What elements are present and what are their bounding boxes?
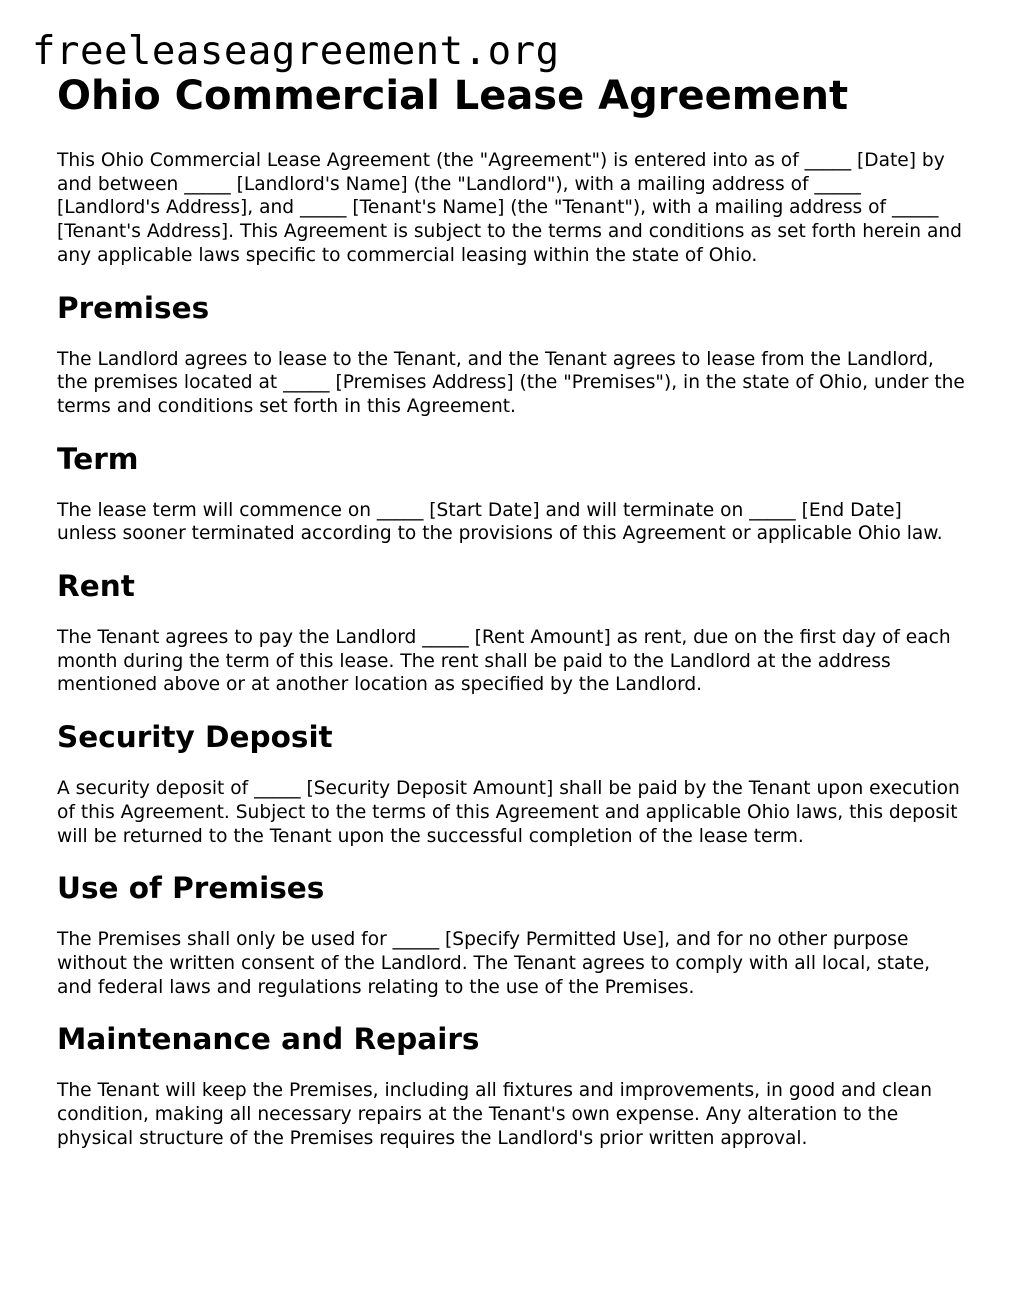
section-body-maintenance: The Tenant will keep the Premises, including all fixtures and improvements, in good and clean condition, making all necessary repairs at the Tenant's own expense. Any alteration to the physical structure of the Premises requires the Landlord's prior written approval. <box>57 1080 932 1149</box>
section-body-security-deposit: A security deposit of _____ [Security Deposit Amount] shall be paid by the Tenant upon execution of this Agreement. Subject to the terms of this Agreement and applicable Ohio laws, this deposit will be returned to the Tenant upon the successful completion of the lease term. <box>57 778 960 847</box>
document-title: Ohio Commercial Lease Agreement <box>57 73 849 119</box>
section-body-use-of-premises: The Premises shall only be used for _____ [Specify Permitted Use], and for no other purpose without the written consent of the Landlord. The Tenant agrees to comply with all local, state, and federal laws and regulations relating to the use of the Premises. <box>57 929 931 998</box>
section-body-rent: The Tenant agrees to pay the Landlord _____ [Rent Amount] as rent, due on the first day of each month during the term of this lease. The rent shall be paid to the Landlord at the address mentioned above or at another location as specified by the Landlord. <box>57 627 951 696</box>
section-body-term: The lease term will commence on _____ [Start Date] and will terminate on _____ [End Date] unless sooner terminated according to the provisions of this Agreement or applicable Ohio law. <box>57 499 943 545</box>
section-heading-term: Term <box>57 441 139 476</box>
intro-paragraph: This Ohio Commercial Lease Agreement (the "Agreement") is entered into as of _____ [Date] by and between _____ [Landlord's Name] (the "Landlord"), with a mailing address of _____ [Landlord's Address], and _____ [Tenant's Name] (the "Tenant"), with a mailing address of _____ [Tenant's Address]. This Agreement is subject to the terms and conditions as set forth herein and any applicable laws specific to commercial leasing within the state of Ohio. <box>57 150 962 266</box>
document-body <box>57 72 967 1150</box>
section-heading-rent: Rent <box>57 569 135 604</box>
section-heading-maintenance: Maintenance and Repairs <box>57 1022 480 1057</box>
section-body-premises: The Landlord agrees to lease to the Tenant, and the Tenant agrees to lease from the Landlord, the premises located at _____ [Premises Address] (the "Premises"), in the state of Ohio, under the terms and conditions set forth in this Agreement. <box>57 348 965 417</box>
section-heading-premises: Premises <box>57 290 210 325</box>
site-watermark: freeleaseagreement.org <box>32 29 560 74</box>
section-heading-security-deposit: Security Deposit <box>57 720 333 755</box>
section-heading-use-of-premises: Use of Premises <box>57 871 325 906</box>
